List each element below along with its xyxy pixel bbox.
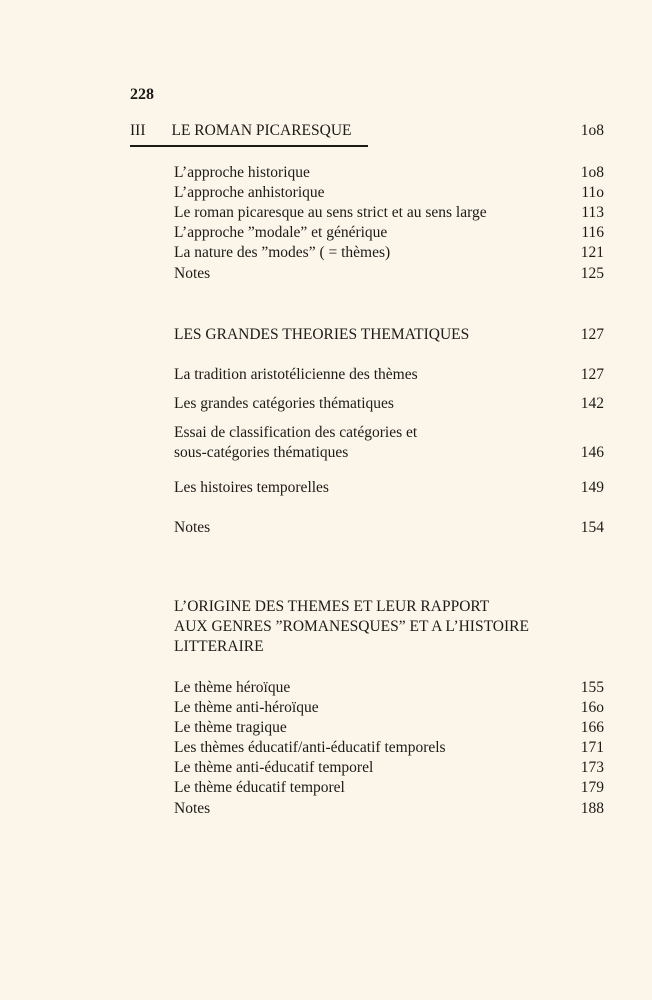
toc-entry-title: Notes [174, 265, 211, 282]
toc-entry [174, 365, 604, 387]
toc-entry-page: 16o [580, 699, 604, 716]
toc-entry-title: Les thèmes éducatif/anti-éducatif temporels [174, 739, 446, 756]
toc-entry-page: 154 [580, 519, 604, 536]
toc-entry-title: Le thème éducatif temporel [174, 779, 345, 796]
toc-entry [174, 243, 604, 265]
chapter-page: 1o8 [580, 122, 604, 139]
toc-entry-title: Le thème tragique [174, 719, 287, 736]
toc-entry-page: 149 [580, 479, 604, 496]
section-heading-line: L’ORIGINE DES THEMES ET LEUR RAPPORT [174, 598, 490, 615]
toc-entry-page: 116 [581, 224, 604, 241]
chapter-title: LE ROMAN PICARESQUE [171, 122, 352, 139]
toc-entry-page: 125 [580, 265, 604, 282]
toc-entry-title: Les histoires temporelles [174, 479, 329, 496]
toc-entry-title-line: sous-catégories thématiques [174, 444, 349, 461]
toc-entry-page: 113 [581, 204, 604, 221]
section-heading-line: AUX GENRES ”ROMANESQUES” ET A L’HISTOIRE [174, 618, 529, 635]
page-number: 228 [130, 86, 154, 103]
chapter-heading [130, 122, 604, 140]
toc-entry-notes [174, 264, 604, 286]
section-heading-title: LES GRANDES THEORIES THEMATIQUES [174, 326, 470, 343]
toc-entry-title: La nature des ”modes” ( = thèmes) [174, 244, 391, 261]
toc-entry-page: 146 [580, 444, 604, 461]
section-heading [174, 597, 604, 657]
toc-entry [174, 738, 604, 760]
chapter-numeral: III [130, 122, 146, 139]
toc-entry [174, 678, 604, 700]
toc-entry-page: 127 [580, 366, 604, 383]
toc-entry [174, 698, 604, 720]
toc-entry-title: Le thème anti-éducatif temporel [174, 759, 374, 776]
toc-entry-title: Le thème héroïque [174, 679, 291, 696]
toc-entry-title: L’approche ”modale” et générique [174, 224, 388, 241]
toc-entry [174, 478, 604, 500]
toc-entry-page: 188 [580, 800, 604, 817]
toc-entry-title: L’approche anhistorique [174, 184, 325, 201]
toc-entry [174, 163, 604, 185]
toc-entry-page: 179 [580, 779, 604, 796]
toc-entry-title-line: Essai de classification des catégories et [174, 424, 418, 441]
toc-entry-multiline [174, 423, 604, 463]
section-heading [174, 325, 604, 347]
toc-entry-notes [174, 518, 604, 540]
toc-entry-notes [174, 799, 604, 821]
toc-entry-title: Notes [174, 519, 211, 536]
toc-entry-page: 142 [580, 395, 604, 412]
chapter-underline [130, 145, 368, 147]
toc-entry [174, 718, 604, 740]
toc-entry [174, 183, 604, 205]
toc-entry-title: Le thème anti-héroïque [174, 699, 319, 716]
toc-entry [174, 778, 604, 800]
toc-entry [174, 203, 604, 225]
toc-entry-title: Les grandes catégories thématiques [174, 395, 394, 412]
section-heading-page: 127 [580, 326, 604, 343]
toc-entry [174, 394, 604, 416]
toc-entry-page: 173 [580, 759, 604, 776]
toc-entry-title: La tradition aristotélicienne des thèmes [174, 366, 418, 383]
toc-entry-page: 121 [580, 244, 604, 261]
toc-entry-page: 11o [581, 184, 604, 201]
toc-entry-title: Notes [174, 800, 211, 817]
toc-entry-page: 1o8 [580, 164, 604, 181]
toc-entry-page: 171 [580, 739, 604, 756]
toc-entry-title: Le roman picaresque au sens strict et au sens large [174, 204, 487, 221]
section-heading-line: LITTERAIRE [174, 638, 264, 655]
toc-entry [174, 758, 604, 780]
toc-entry-title: L’approche historique [174, 164, 310, 181]
toc-entry [174, 223, 604, 245]
toc-entry-page: 166 [580, 719, 604, 736]
toc-entry-page: 155 [580, 679, 604, 696]
